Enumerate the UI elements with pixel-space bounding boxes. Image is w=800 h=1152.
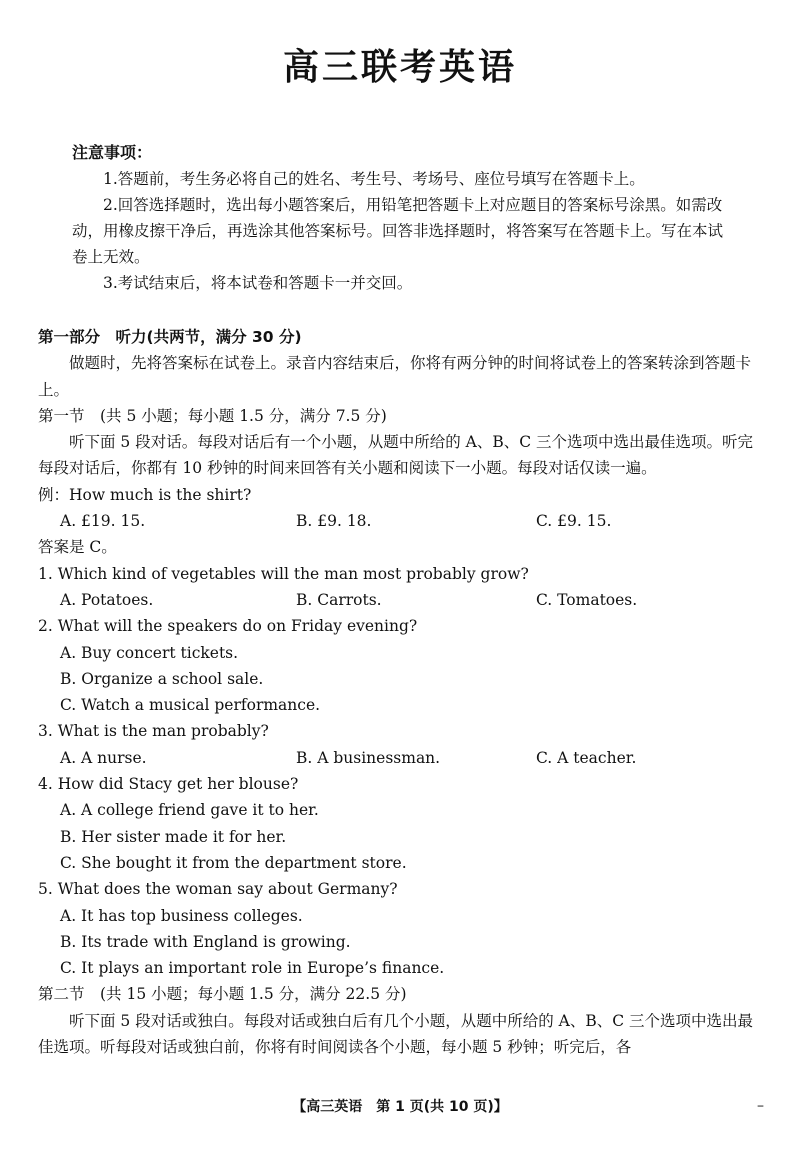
question-4: 4. How did Stacy get her blouse? xyxy=(38,775,299,794)
part1-instruction: 做题时，先将答案标在试卷上。录音内容结束后，你将有两分钟的时间将试卷上的答案转涂到答题卡上。 xyxy=(38,354,752,399)
notice-item: 1.答题前，考生务必将自己的姓名、考生号、考场号、座位号填写在答题卡上。 xyxy=(103,170,645,188)
option: C. It plays an important role in Europe’s finance. xyxy=(60,959,445,978)
footer-mark: – xyxy=(757,1098,764,1114)
option: B. Her sister made it for her. xyxy=(60,827,287,846)
option: B. Its trade with England is growing. xyxy=(60,932,351,951)
section1-heading: 第一节 (共 5 小题；每小题 1.5 分，满分 7.5 分) xyxy=(38,406,387,425)
option: A. It has top business colleges. xyxy=(60,906,303,925)
question-1-options xyxy=(38,587,762,613)
question-2: 2. What will the speakers do on Friday evening? xyxy=(38,617,418,636)
question-5: 5. What does the woman say about Germany? xyxy=(38,880,398,899)
option: C. Tomatoes. xyxy=(536,590,638,609)
notice-heading: 注意事项： xyxy=(72,143,153,162)
notice-block xyxy=(72,140,732,296)
example-answer: 答案是 C。 xyxy=(38,538,117,557)
part1-heading: 第一部分 听力(共两节，满分 30 分) xyxy=(38,328,302,346)
option: B. Carrots. xyxy=(296,590,382,609)
option: A. A nurse. xyxy=(60,748,147,767)
option: C. £9. 15. xyxy=(536,512,612,531)
question-3-options xyxy=(38,745,762,771)
exam-body xyxy=(38,324,762,1060)
notice-item: 2.回答选择题时，选出每小题答案后，用铅笔把答题卡上对应题目的答案标号涂黑。如需改动，用橡皮擦干净后，再选涂其他答案标号。回答非选择题时，将答案写在答题卡上。写在本试卷上无效。 xyxy=(72,196,724,266)
option: A. £19. 15. xyxy=(60,512,146,531)
option: B. £9. 18. xyxy=(296,512,372,531)
option: C. A teacher. xyxy=(536,748,637,767)
option: C. Watch a musical performance. xyxy=(60,696,321,715)
page-title: 高三联考英语 xyxy=(282,47,517,88)
page-footer: 【高三英语 第 1 页(共 10 页)】 xyxy=(292,1099,508,1115)
example-options xyxy=(38,508,762,534)
option: A. Buy concert tickets. xyxy=(60,643,239,662)
option: B. Organize a school sale. xyxy=(60,669,264,688)
option: B. A businessman. xyxy=(296,748,441,767)
section2-heading: 第二节 (共 15 小题；每小题 1.5 分，满分 22.5 分) xyxy=(38,985,407,1004)
section2-instruction: 听下面 5 段对话或独白。每段对话或独白后有几个小题，从题中所给的 A、B、C 三个选项中选出最佳选项。听每段对话或独白前，你将有时间阅读各个小题，每小题 5 秒钟；听完后，各 xyxy=(38,1011,754,1057)
option: A. Potatoes. xyxy=(60,590,154,609)
question-3: 3. What is the man probably? xyxy=(38,722,269,741)
section1-instruction: 听下面 5 段对话。每段对话后有一个小题，从题中所给的 A、B、C 三个选项中选出最佳选项。听完每段对话后，你都有 10 秒钟的时间来回答有关小题和阅读下一小题。每段对话仅读一遍。 xyxy=(38,433,754,478)
notice-item: 3.考试结束后，将本试卷和答题卡一并交回。 xyxy=(103,274,413,292)
option: C. She bought it from the department store. xyxy=(60,853,407,872)
option: A. A college friend gave it to her. xyxy=(60,801,319,820)
question-1: 1. Which kind of vegetables will the man most probably grow? xyxy=(38,564,529,583)
example-question: 例：How much is the shirt? xyxy=(38,485,252,504)
